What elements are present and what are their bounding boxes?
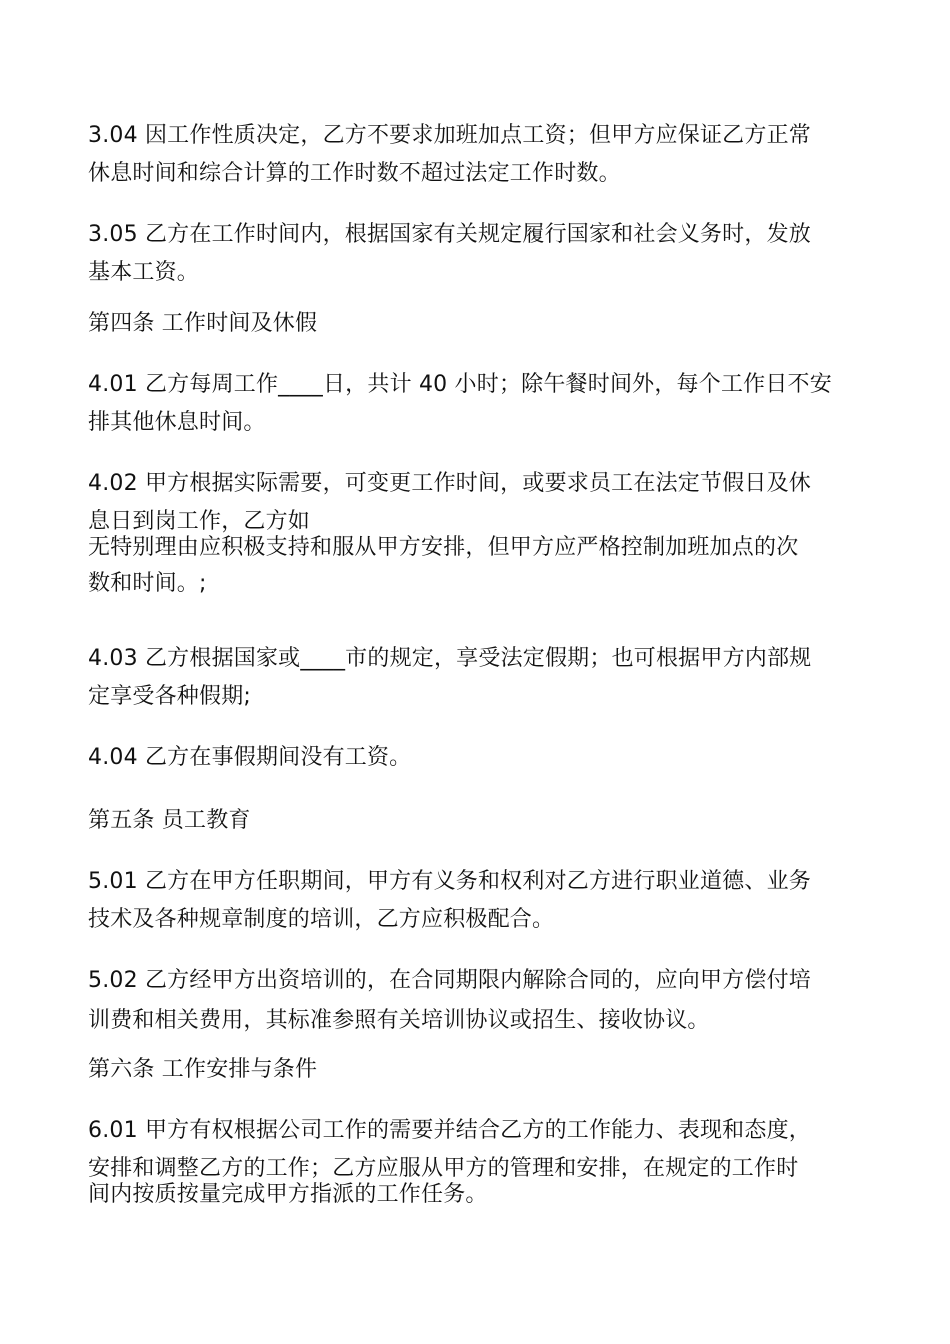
clause-4-04: 4.04 乙方在事假期间没有工资。 xyxy=(88,745,412,770)
article-6-heading: 第六条 工作安排与条件 xyxy=(88,1057,318,1082)
clause-4-02-line-4: 数和时间。; xyxy=(88,571,207,596)
clause-3-05-line-1: 3.05 乙方在工作时间内，根据国家有关规定履行国家和社会义务时，发放 xyxy=(88,222,811,247)
clause-4-01-line-2: 排其他休息时间。 xyxy=(88,410,266,435)
clause-3-04-line-2: 休息时间和综合计算的工作时数不超过法定工作时数。 xyxy=(88,161,621,186)
clause-4-02-line-1: 4.02 甲方根据实际需要，可变更工作时间，或要求员工在法定节假日及休 xyxy=(88,471,811,496)
clause-5-01-line-1: 5.01 乙方在甲方任职期间，甲方有义务和权利对乙方进行职业道德、业务 xyxy=(88,869,811,894)
article-5-heading: 第五条 员工教育 xyxy=(88,808,251,833)
clause-6-01-line-2: 安排和调整乙方的工作；乙方应服从甲方的管理和安排，在规定的工作时 xyxy=(88,1156,799,1181)
clause-4-01-line-1: 4.01 乙方每周工作____日，共计 40 小时；除午餐时间外，每个工作日不安 xyxy=(88,372,832,397)
clause-4-03-line-1: 4.03 乙方根据国家或____市的规定，享受法定假期；也可根据甲方内部规 xyxy=(88,646,812,671)
clause-3-04-line-1: 3.04 因工作性质决定，乙方不要求加班加点工资；但甲方应保证乙方正常 xyxy=(88,123,811,148)
clause-4-02-line-3: 无特别理由应积极支持和服从甲方安排，但甲方应严格控制加班加点的次 xyxy=(88,535,799,560)
clause-3-05-line-2: 基本工资。 xyxy=(88,260,200,285)
clause-4-02-line-2: 息日到岗工作，乙方如 xyxy=(88,509,311,534)
clause-6-01-line-3: 间内按质按量完成甲方指派的工作任务。 xyxy=(88,1182,488,1207)
clause-6-01-line-1: 6.01 甲方有权根据公司工作的需要并结合乙方的工作能力、表现和态度， xyxy=(88,1118,811,1143)
clause-5-01-line-2: 技术及各种规章制度的培训，乙方应积极配合。 xyxy=(88,907,555,932)
article-4-heading: 第四条 工作时间及休假 xyxy=(88,311,318,336)
clause-5-02-line-1: 5.02 乙方经甲方出资培训的，在合同期限内解除合同的，应向甲方偿付培 xyxy=(88,968,811,993)
clause-5-02-line-2: 训费和相关费用，其标准参照有关培训协议或招生、接收协议。 xyxy=(88,1008,710,1033)
clause-4-03-line-2: 定享受各种假期; xyxy=(88,684,252,709)
